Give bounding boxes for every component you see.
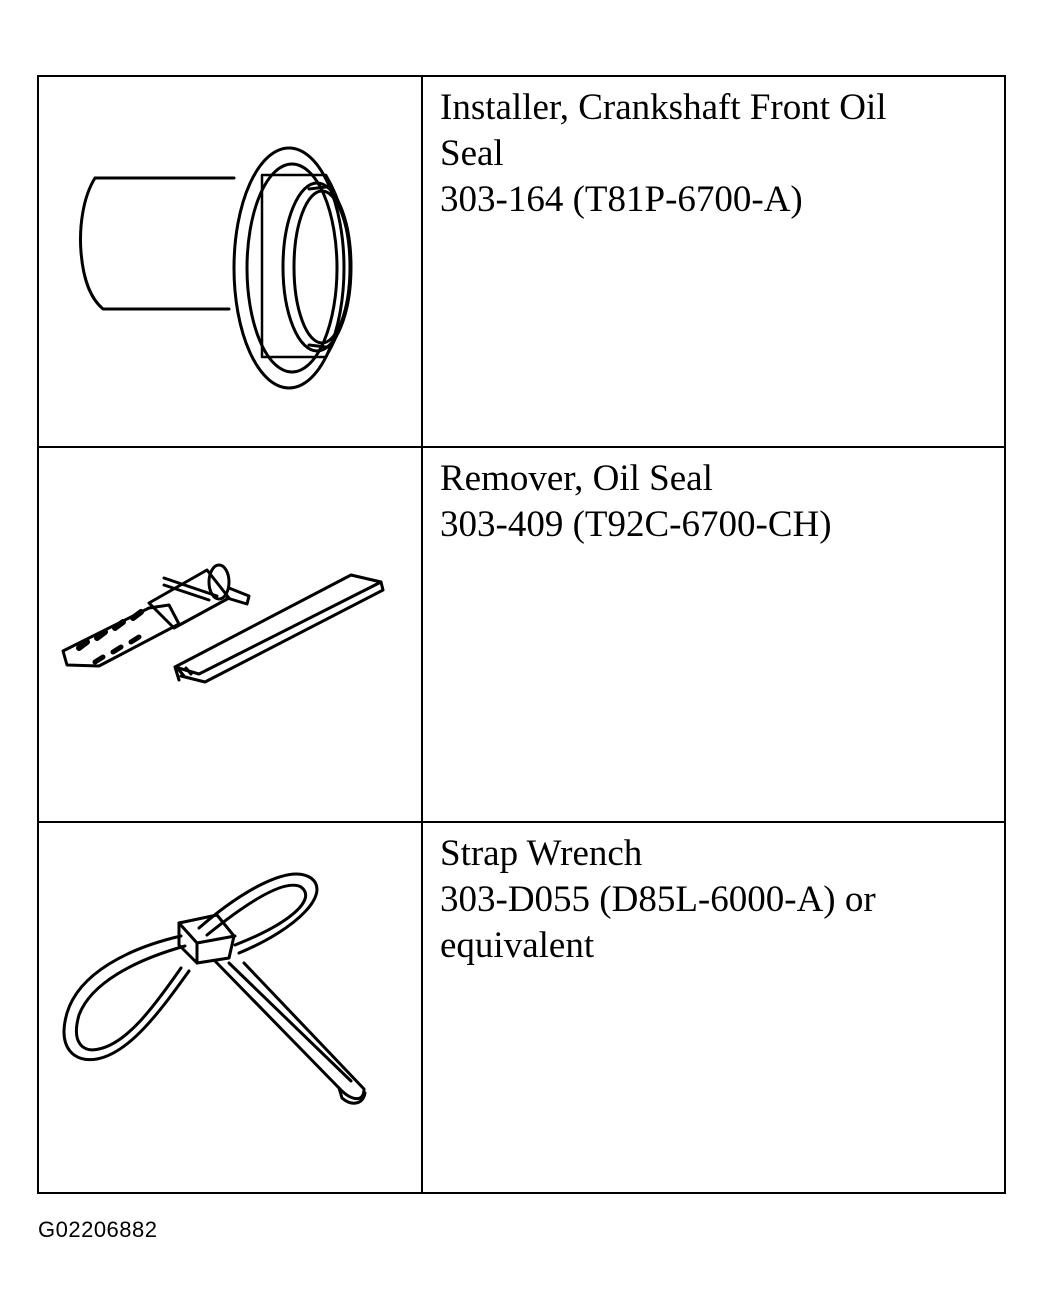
tool-name-line: Seal bbox=[440, 133, 504, 174]
tool-name-line: Strap Wrench bbox=[440, 833, 643, 874]
tool-description bbox=[423, 448, 1004, 823]
tool-part-number: 303-D055 (D85L-6000-A) or bbox=[440, 879, 876, 920]
crankshaft-seal-installer-icon bbox=[39, 77, 421, 446]
tool-illustration-cell bbox=[39, 448, 423, 823]
strap-wrench-icon bbox=[39, 823, 421, 1194]
figure-id: G02206882 bbox=[38, 1217, 158, 1242]
tool-description bbox=[423, 823, 1004, 1192]
oil-seal-remover-icon bbox=[39, 448, 421, 821]
tool-name-line: equivalent bbox=[440, 925, 595, 966]
special-tools-table bbox=[37, 75, 1006, 1194]
tool-description bbox=[423, 77, 1004, 448]
tool-name-line: Remover, Oil Seal bbox=[440, 458, 713, 499]
tool-illustration-cell bbox=[39, 77, 423, 448]
tool-name-line: Installer, Crankshaft Front Oil bbox=[440, 87, 887, 128]
tool-illustration-cell bbox=[39, 823, 423, 1192]
tool-part-number: 303-164 (T81P-6700-A) bbox=[440, 179, 803, 220]
tool-part-number: 303-409 (T92C-6700-CH) bbox=[440, 504, 832, 545]
